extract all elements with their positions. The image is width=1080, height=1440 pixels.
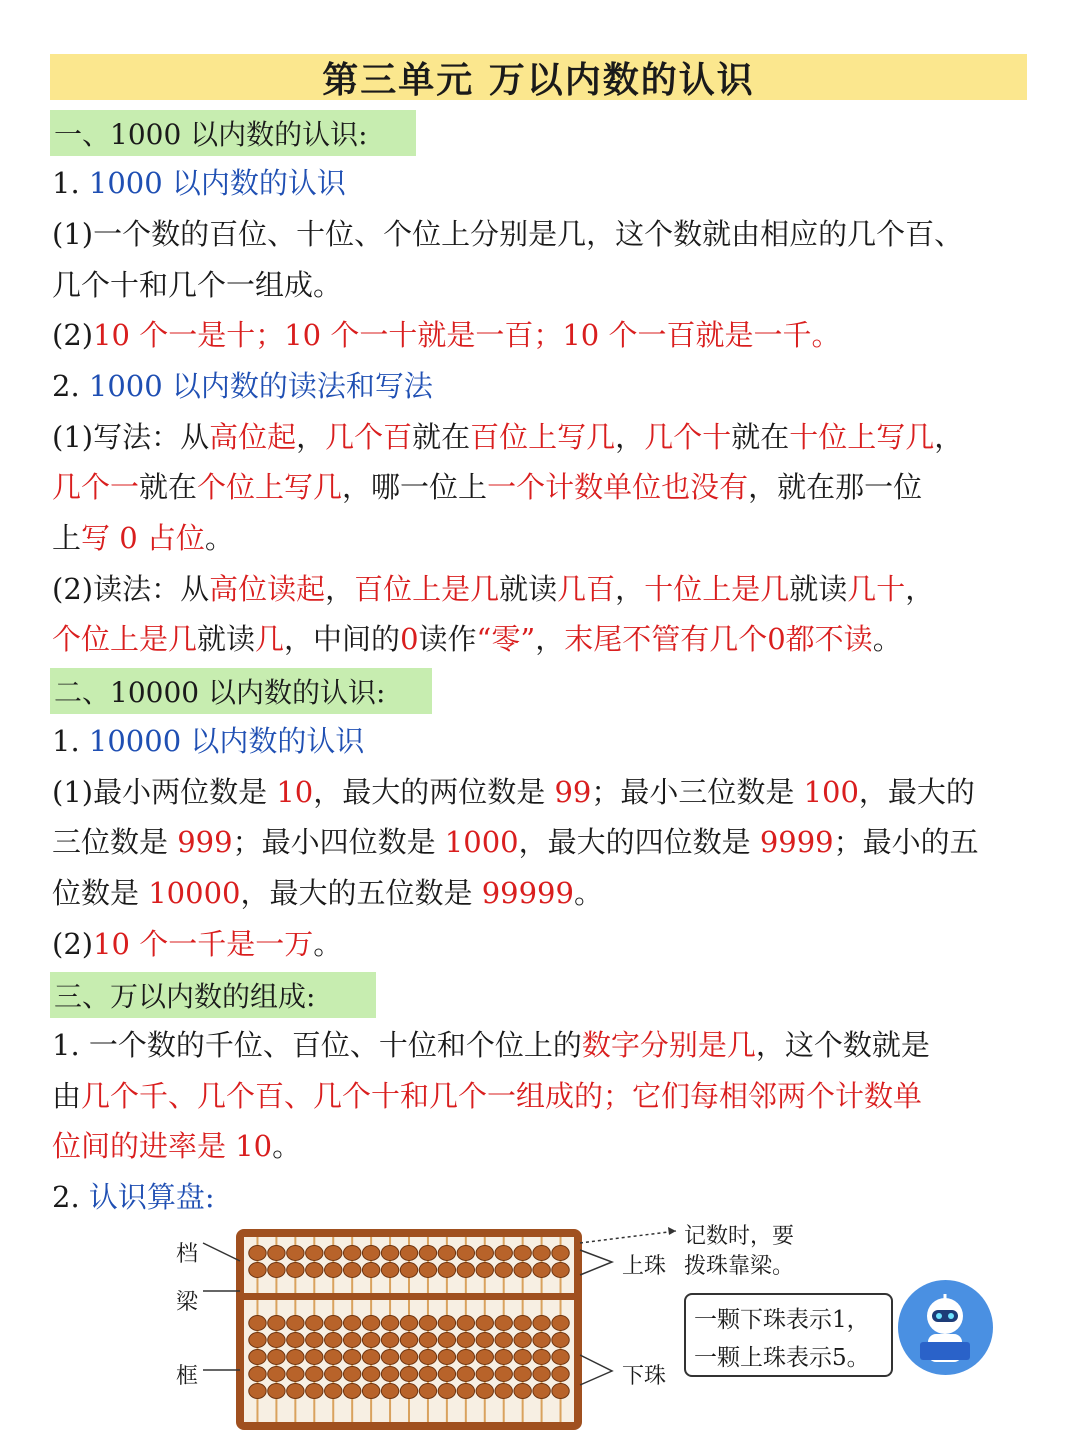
lower-bead — [287, 1333, 304, 1348]
text-segment: ， — [615, 420, 645, 454]
highlight-text: 0 — [400, 622, 419, 656]
lower-bead — [325, 1333, 342, 1348]
lower-bead — [438, 1333, 455, 1348]
lower-bead — [438, 1384, 455, 1399]
upper-bead — [287, 1263, 304, 1278]
highlight-text: 几个十 — [644, 420, 732, 454]
subheading-text: 10000 以内数的认识 — [88, 724, 365, 758]
lower-bead — [400, 1384, 417, 1399]
lower-bead — [514, 1384, 531, 1399]
text-segment: ， — [535, 622, 565, 656]
abacus-beam — [240, 1293, 578, 1300]
upper-bead — [381, 1263, 398, 1278]
text-segment: 上 — [52, 521, 82, 555]
lower-bead — [400, 1367, 417, 1382]
text-segment: 就读 — [789, 572, 848, 606]
highlight-text: 100 — [803, 775, 859, 809]
lower-bead — [438, 1367, 455, 1382]
text-segment: 。 — [573, 876, 603, 910]
text-segment: ，这个数就是 — [755, 1028, 930, 1062]
highlight-text: 都不读 — [785, 622, 873, 656]
lower-bead — [457, 1333, 474, 1348]
lower-bead — [249, 1384, 266, 1399]
lower-bead — [268, 1384, 285, 1399]
note-box-line: 一颗上珠表示5。 — [694, 1345, 870, 1371]
lower-bead — [533, 1350, 550, 1365]
lower-bead — [419, 1350, 436, 1365]
highlight-text: 个位上是几 — [52, 622, 198, 656]
lower-bead — [419, 1333, 436, 1348]
lower-bead — [457, 1316, 474, 1331]
paragraph-line — [52, 570, 934, 608]
upper-bead — [381, 1246, 398, 1261]
upper-bead — [325, 1246, 342, 1261]
item-number: (2) — [52, 927, 94, 961]
text-segment: 由 — [52, 1079, 82, 1113]
lower-bead — [343, 1316, 360, 1331]
paragraph-line — [52, 620, 902, 658]
highlight-text: 999 — [177, 825, 233, 859]
lower-bead — [306, 1333, 323, 1348]
pointer-note-dashed — [580, 1231, 676, 1243]
subheading-2-1 — [52, 722, 364, 760]
highlight-text: 几十 — [847, 572, 906, 606]
text-segment: ，就在那一位 — [748, 470, 923, 504]
lower-bead — [306, 1350, 323, 1365]
highlight-text: 10 个一千是一万 — [93, 927, 314, 961]
paragraph-line: 几个十和几个一组成。 — [52, 268, 343, 302]
upper-bead — [552, 1246, 569, 1261]
text-segment: ， — [905, 572, 935, 606]
upper-bead — [495, 1263, 512, 1278]
pointer-upper-bead — [580, 1250, 612, 1275]
highlight-text: 百位上是几 — [354, 572, 500, 606]
text-segment: 读作 — [418, 622, 477, 656]
paragraph-line — [52, 519, 234, 557]
highlight-text: 10000 — [148, 876, 241, 910]
lower-bead — [457, 1350, 474, 1365]
lower-bead — [495, 1333, 512, 1348]
label-rod: 档 — [176, 1242, 199, 1267]
lower-bead — [533, 1333, 550, 1348]
paragraph-line: (1)一个数的百位、十位、个位上分别是几，这个数就由相应的几个百、 — [52, 217, 964, 251]
lower-bead — [514, 1367, 531, 1382]
upper-bead — [400, 1263, 417, 1278]
highlight-text: 十位上是几 — [644, 572, 790, 606]
label-beam: 梁 — [176, 1290, 199, 1315]
lower-bead — [419, 1384, 436, 1399]
note-box — [684, 1293, 893, 1377]
upper-bead — [343, 1263, 360, 1278]
highlight-text: “零” — [476, 622, 536, 656]
text-segment: 就在 — [731, 420, 790, 454]
lower-bead — [476, 1316, 493, 1331]
upper-bead — [325, 1263, 342, 1278]
highlight-text: 几个一 — [52, 470, 140, 504]
note-text: 记数时，要 — [684, 1224, 795, 1249]
lower-bead — [495, 1384, 512, 1399]
highlight-text: 十位上写几 — [789, 420, 935, 454]
text-segment: ，最大的两位数是 — [313, 775, 555, 809]
lower-bead — [249, 1333, 266, 1348]
highlight-text: 百位上写几 — [470, 420, 616, 454]
lower-bead — [495, 1350, 512, 1365]
lower-bead — [325, 1316, 342, 1331]
text-segment: ；最小四位数是 — [232, 825, 445, 859]
section-header-1: 一、1000 以内数的认识: — [50, 110, 416, 156]
text-segment: 。 — [272, 1129, 302, 1163]
lower-bead — [552, 1367, 569, 1382]
subheading-text: 1000 以内数的认识 — [88, 166, 346, 200]
lower-bead — [325, 1367, 342, 1382]
text-segment: ，最大的五位数是 — [240, 876, 482, 910]
text-segment: ， — [615, 572, 645, 606]
text-segment: ；最小三位数是 — [591, 775, 804, 809]
text-segment: 位数是 — [52, 876, 149, 910]
lower-bead — [400, 1350, 417, 1365]
paragraph-line — [52, 1026, 930, 1064]
lower-bead — [287, 1350, 304, 1365]
lower-bead — [495, 1316, 512, 1331]
text-segment: ， — [934, 420, 964, 454]
upper-bead — [419, 1263, 436, 1278]
paragraph-line — [52, 874, 603, 912]
lower-bead — [438, 1316, 455, 1331]
upper-bead — [533, 1263, 550, 1278]
lower-bead — [343, 1367, 360, 1382]
upper-bead — [249, 1263, 266, 1278]
upper-bead — [476, 1246, 493, 1261]
lower-bead — [325, 1384, 342, 1399]
text-segment: 就在 — [412, 420, 471, 454]
text-segment: ；最小的五 — [833, 825, 979, 859]
abacus-illustration — [0, 1215, 1080, 1440]
highlight-text: 几百 — [557, 572, 616, 606]
subheading-1-2 — [52, 367, 433, 405]
lower-bead — [362, 1367, 379, 1382]
lower-bead — [381, 1316, 398, 1331]
lower-bead — [495, 1367, 512, 1382]
text-segment: (2)读法：从 — [52, 572, 210, 606]
highlight-text: 几 — [255, 622, 285, 656]
lower-bead — [476, 1367, 493, 1382]
upper-bead — [287, 1246, 304, 1261]
section-header-2: 二、10000 以内数的认识: — [50, 668, 432, 714]
text-segment: 。 — [313, 927, 343, 961]
paragraph-line — [52, 925, 342, 963]
text-segment: (1)写法：从 — [52, 420, 210, 454]
upper-bead — [457, 1263, 474, 1278]
paragraph-line — [52, 823, 979, 861]
label-frame: 框 — [176, 1364, 199, 1389]
note-box-line: 一颗下珠表示1， — [694, 1307, 870, 1333]
lower-bead — [343, 1333, 360, 1348]
upper-bead — [362, 1263, 379, 1278]
highlight-text: 几个千、几个百、几个十和几个一组成的；它们每相邻两个计数单 — [81, 1079, 923, 1113]
lower-bead — [268, 1350, 285, 1365]
highlight-text: 数字分别是几 — [581, 1028, 756, 1062]
paragraph-line — [52, 418, 963, 456]
text-segment: ，最大的 — [858, 775, 975, 809]
pointer-line-rod — [203, 1243, 240, 1261]
lower-bead — [457, 1384, 474, 1399]
lower-bead — [476, 1384, 493, 1399]
highlight-text: 高位起 — [209, 420, 297, 454]
text-segment: 。 — [204, 521, 234, 555]
lower-bead — [476, 1350, 493, 1365]
highlight-text: 个位上写几 — [197, 470, 343, 504]
lower-bead — [514, 1316, 531, 1331]
lower-bead — [306, 1316, 323, 1331]
lower-bead — [457, 1367, 474, 1382]
upper-bead — [533, 1246, 550, 1261]
upper-bead — [306, 1246, 323, 1261]
lower-bead — [381, 1350, 398, 1365]
item-number: (2) — [52, 318, 94, 352]
lower-bead — [400, 1333, 417, 1348]
paragraph-line — [52, 773, 975, 811]
highlight-text: 99999 — [481, 876, 574, 910]
subheading-text: 认识算盘: — [88, 1180, 215, 1214]
lower-bead — [533, 1384, 550, 1399]
lower-bead — [249, 1367, 266, 1382]
text-segment: ，最大的四位数是 — [518, 825, 760, 859]
text-segment: (1)最小两位数是 — [52, 775, 277, 809]
lower-bead — [287, 1384, 304, 1399]
subheading-number: 1. — [52, 166, 80, 200]
upper-bead — [419, 1246, 436, 1261]
paragraph-line — [52, 1127, 301, 1165]
text-segment: 就在 — [139, 470, 198, 504]
upper-bead — [400, 1246, 417, 1261]
highlight-text: 几个百 — [325, 420, 413, 454]
text-segment: ， — [296, 420, 326, 454]
upper-bead — [476, 1263, 493, 1278]
lower-bead — [249, 1316, 266, 1331]
pointer-lower-bead — [580, 1355, 612, 1385]
highlight-text: 位间的进率是 10 — [52, 1129, 273, 1163]
lower-bead — [343, 1350, 360, 1365]
text-segment: 就读 — [197, 622, 256, 656]
subheading-3-2 — [52, 1178, 215, 1216]
lower-bead — [533, 1367, 550, 1382]
lower-bead — [268, 1316, 285, 1331]
lower-bead — [249, 1350, 266, 1365]
upper-bead — [362, 1246, 379, 1261]
highlight-text: 9999 — [759, 825, 834, 859]
lower-bead — [268, 1367, 285, 1382]
highlight-text: 1000 — [444, 825, 519, 859]
lower-bead — [552, 1350, 569, 1365]
highlight-text: 10 — [276, 775, 314, 809]
upper-bead — [514, 1246, 531, 1261]
lower-bead — [419, 1316, 436, 1331]
highlight-text: 高位读起 — [209, 572, 326, 606]
section-header-3: 三、万以内数的组成: — [50, 972, 376, 1018]
text-segment: 。 — [872, 622, 902, 656]
paragraph-line — [52, 316, 840, 354]
highlight-text: 一个计数单位也没有 — [487, 470, 749, 504]
lower-bead — [381, 1384, 398, 1399]
text-segment: ， — [325, 572, 355, 606]
lower-bead — [343, 1384, 360, 1399]
upper-bead — [268, 1263, 285, 1278]
text-segment: 1. 一个数的千位、百位、十位和个位上的 — [52, 1028, 582, 1062]
lower-bead — [514, 1333, 531, 1348]
upper-bead — [457, 1246, 474, 1261]
upper-bead — [268, 1246, 285, 1261]
upper-bead — [552, 1263, 569, 1278]
lower-bead — [533, 1316, 550, 1331]
text-segment: 就读 — [499, 572, 558, 606]
lower-bead — [552, 1316, 569, 1331]
upper-bead — [438, 1263, 455, 1278]
upper-bead — [249, 1246, 266, 1261]
subheading-number: 1. — [52, 724, 80, 758]
lower-bead — [362, 1316, 379, 1331]
highlight-text: 末尾不管有几个 — [564, 622, 768, 656]
lower-bead — [268, 1333, 285, 1348]
lower-bead — [419, 1367, 436, 1382]
text-segment: 三位数是 — [52, 825, 178, 859]
note-text: 拨珠靠梁。 — [684, 1254, 795, 1279]
subheading-number: 2. — [52, 1180, 80, 1214]
lower-bead — [476, 1333, 493, 1348]
upper-bead — [514, 1263, 531, 1278]
upper-bead — [343, 1246, 360, 1261]
text-segment: ，中间的 — [284, 622, 401, 656]
lower-bead — [438, 1350, 455, 1365]
lower-bead — [552, 1333, 569, 1348]
highlight-text: 10 个一是十；10 个一十就是一百；10 个一百就是一千。 — [93, 318, 841, 352]
text-segment: ，哪一位上 — [342, 470, 488, 504]
lower-bead — [325, 1350, 342, 1365]
upper-bead — [495, 1246, 512, 1261]
upper-bead — [306, 1263, 323, 1278]
lower-bead — [306, 1384, 323, 1399]
lower-bead — [381, 1367, 398, 1382]
label-lower-bead: 下珠 — [622, 1364, 667, 1389]
page-title: 第三单元 万以内数的认识 — [50, 54, 1027, 100]
lower-bead — [362, 1350, 379, 1365]
lower-bead — [514, 1350, 531, 1365]
lower-bead — [552, 1384, 569, 1399]
robot-mascot-icon — [898, 1280, 993, 1375]
subheading-text: 1000 以内数的读法和写法 — [88, 369, 433, 403]
lower-bead — [287, 1316, 304, 1331]
subheading-1-1 — [52, 164, 346, 202]
paragraph-line — [52, 1077, 922, 1115]
upper-bead — [438, 1246, 455, 1261]
lower-bead — [400, 1316, 417, 1331]
highlight-text: 0 — [767, 622, 786, 656]
label-upper-bead: 上珠 — [622, 1254, 667, 1279]
highlight-text: 99 — [554, 775, 592, 809]
lower-bead — [287, 1367, 304, 1382]
subheading-number: 2. — [52, 369, 80, 403]
arrow-head-icon — [668, 1227, 676, 1235]
paragraph-line — [52, 468, 922, 506]
lower-bead — [306, 1367, 323, 1382]
lower-bead — [381, 1333, 398, 1348]
lower-bead — [362, 1384, 379, 1399]
lower-bead — [362, 1333, 379, 1348]
highlight-text: 写 0 占位 — [81, 521, 205, 555]
